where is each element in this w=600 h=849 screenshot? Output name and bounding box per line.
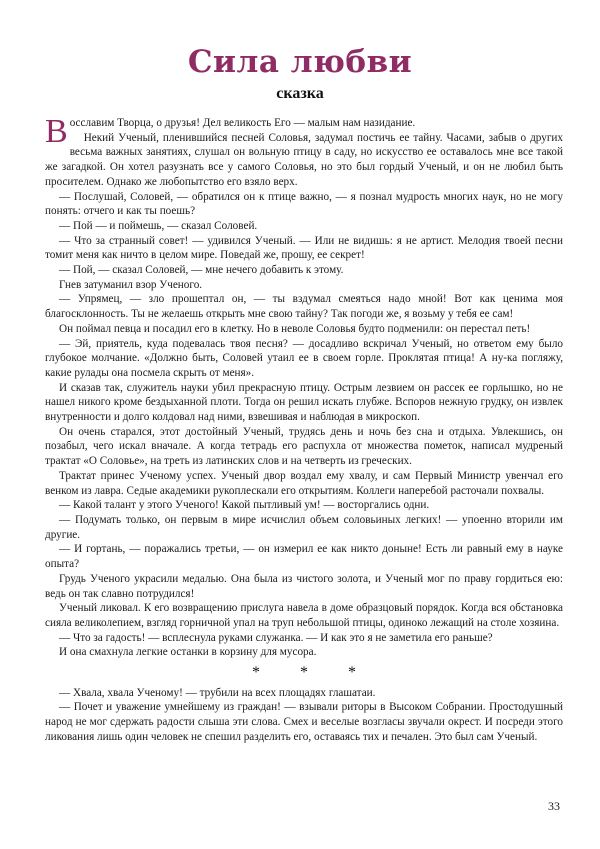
paragraph: Он очень старался, этот достойный Ученый, трудясь день и ночь без сна и отдыха. Увлекшись, он позабыл, чего искал вначале. А когда тетрадь его распухла от множества пометок, написал мудреный трактат «О Соловье», на треть из латинских слов и на четверть из греческих. [45,425,563,468]
story-subtitle: сказка [276,85,324,102]
paragraph: Он поймал певца и посадил его в клетку. Но в неволе Соловья будто подменили: он перестал петь! [59,322,531,335]
paragraph: Трактат принес Ученому успех. Ученый двор воздал ему хвалу, и сам Первый Министр увенчал его венком из лавра. Седые академики рукоплескали его открытиям. Коллеги наперебой расточали похвалы. [45,469,563,497]
paragraph: И сказав так, служитель науки убил прекрасную птицу. Острым лезвием он рассек ее горлышко, но не нашел никого кроме бездыханной плоти. Тогда он решил искать глубже. Вспоров нежную грудку, он извлек внутренности и долго колдовал над ними, взвешивая и наблюдая в микроскоп. [45,381,563,424]
paragraph: Ученый ликовал. К его возвращению прислуга навела в доме образцовый порядок. Когда вся обстановка сияла великолепием, взгляд горничной упал на труп небольшой птицы, одиноко лежащий на столе хозяина. [45,602,563,629]
paragraph: — Подумать только, он первым в мире исчислил объем соловьиных легких! — упоенно вторили им другие. [45,513,563,541]
paragraph: — Какой талант у этого Ученого! Какой пытливый ум! — восторгались одни. [59,499,430,512]
opening-text: осславим Творца, о друзья! Дел великость Его — малым нам назидание. [69,117,416,129]
paragraph: — Послушай, Соловей, — обратился он к птице важно, — я познал мудрость многих наук, но не могу понять: отчего и как ты поешь? [45,190,563,218]
story-title: Сила любви [187,44,413,80]
paragraph: Гнев затуманил взор Ученого. [59,278,203,291]
paragraph: И она смахнула легкие останки в корзину для мусора. [59,646,317,659]
paragraphs-before-separator [45,131,563,660]
paragraph: — Почет и уважение умнейшему из граждан! — взывали риторы в Высоком Собрании. Простодушный народ не мог сдержать радости слыша эти слова. Смех и веселые возгласы звучали окрест. И посреди этого ликования лишь один человек не спешил разделить его, оставаясь тих и печален. Это был сам Ученый. [45,701,563,743]
paragraph: — Упрямец, — зло прошептал он, — ты вздумал смеяться надо мной! Вот как ценима моя благосклонность. Ты не желаешь открыть мне свою тайну? Так погоди же, я возьму у тебя ее сам! [45,293,563,321]
story-body [45,113,563,745]
section-separator: * * * [252,664,374,682]
paragraph: Некий Ученый, пленившийся песней Соловья, задумал постичь ее тайну. Часами, забыв о других весьма важных занятиях, слушал он вольную птицу в саду, но искусство ее оставалось мне все такой же загадкой. Он хотел разузнать все у самого Соловья, но это был гордый Ученый, и он не любил быть просителем. Однако же любопытство его взяло верх. [45,131,563,188]
paragraph: — Хвала, хвала Ученому! — трубили на всех площадях глашатаи. [59,686,376,699]
opening-paragraph [45,113,563,150]
paragraph: — Что за гадость! — всплеснула руками служанка. — И как это я не заметила его раньше? [59,631,493,644]
drop-cap: В [45,113,68,150]
paragraphs-after-separator [45,686,563,745]
paragraph: — И гортань, — поражались третьи, — он измерил ее как никто доныне! Есть ли равный ему в науке опыта? [45,543,563,571]
paragraph: — Что за странный совет! — удивился Ученый. — Или не видишь: я не артист. Мелодия твоей песни томит меня как ничто в целом мире. Поведай же, прошу, ее секрет! [45,234,563,262]
paragraph: — Пой — и поймешь, — сказал Соловей. [59,219,258,232]
paragraph: — Эй, приятель, куда подевалась твоя песня? — досадливо вскричал Ученый, но ответом ему было глубокое молчание. «Должно быть, Соловей утаил ее в своем горле. Проклятая птица! А ну-ка погляжу, какие рулады она посмела скрыть от меня». [45,337,563,379]
page-number: 33 [548,799,560,813]
paragraph: Грудь Ученого украсили медалью. Она была из чистого золота, и Ученый мог по праву гордиться ею: ведь он так славно потрудился! [45,572,563,600]
paragraph: — Пой, — сказал Соловей, — мне нечего добавить к этому. [59,264,344,277]
